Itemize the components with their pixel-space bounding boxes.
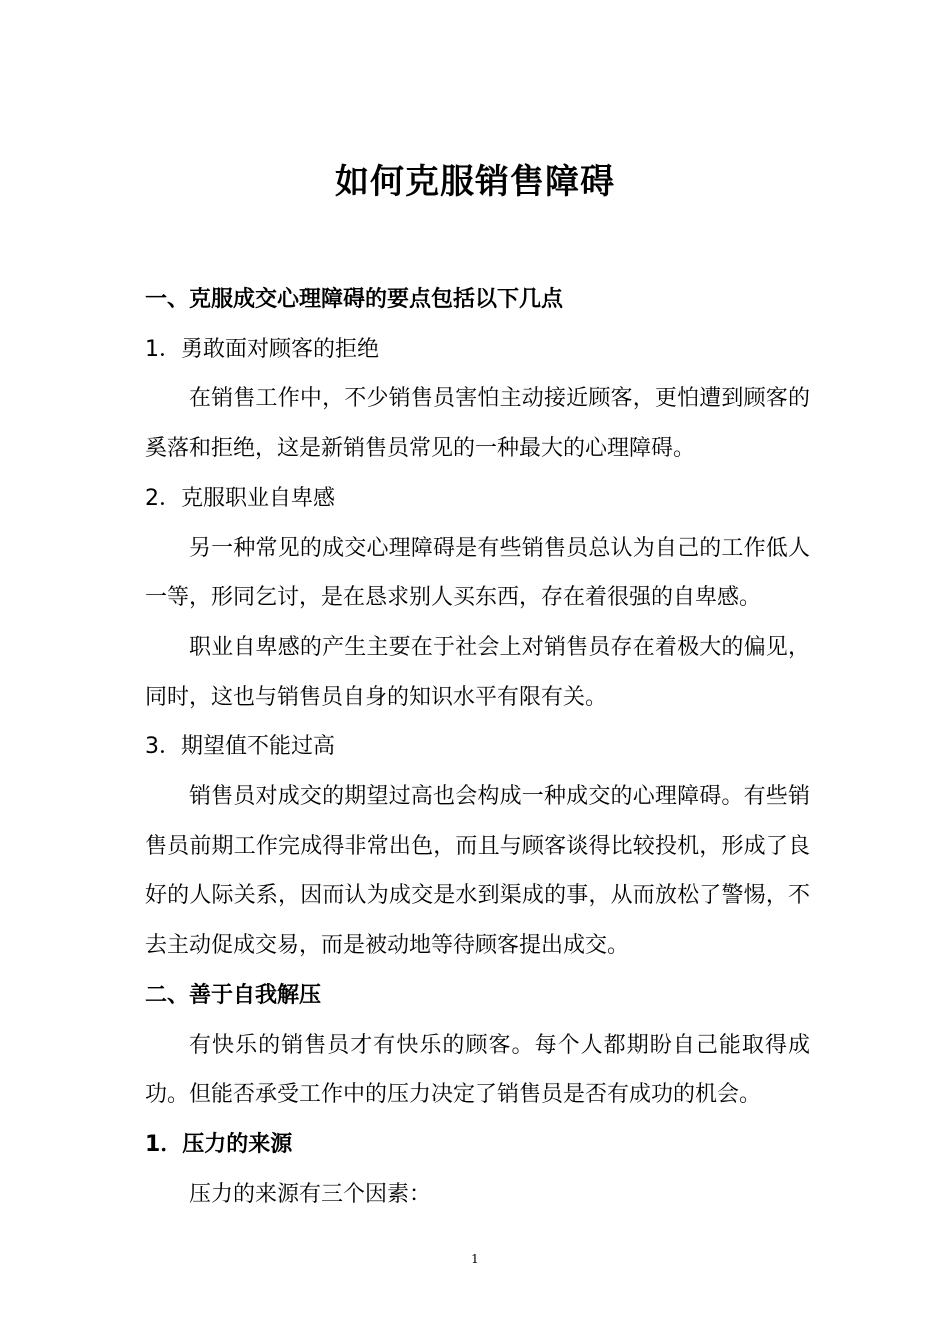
subheading-1-1: 1．勇敢面对顾客的拒绝 <box>145 336 379 362</box>
paragraph-1-2b: 职业自卑感的产生主要在于社会上对销售员存在着极大的偏见，同时，这也与销售员自身的知识水平有限有关。 <box>145 634 810 710</box>
paragraph-1-2a: 另一种常见的成交心理障碍是有些销售员总认为自己的工作低人一等，形同乞讨，是在恳求别人买东西，存在着很强的自卑感。 <box>145 535 810 611</box>
section-heading-1: 一、克服成交心理障碍的要点包括以下几点 <box>145 287 564 312</box>
paragraph-1-1: 在销售工作中，不少销售员害怕主动接近顾客，更怕遭到顾客的奚落和拒绝，这是新销售员常见的一种最大的心理障碍。 <box>145 386 810 462</box>
paragraph-2: 有快乐的销售员才有快乐的顾客。每个人都期盼自己能取得成功。但能否承受工作中的压力决定了销售员是否有成功的机会。 <box>145 1032 810 1108</box>
subheading-1-3: 3．期望值不能过高 <box>145 734 335 760</box>
paragraph-1-3: 销售员对成交的期望过高也会构成一种成交的心理障碍。有些销售员前期工作完成得非常出色，而且与顾客谈得比较投机，形成了良好的人际关系，因而认为成交是水到渠成的事，从而放松了警惕，不去主动促成交易，而是被动地等待顾客提出成交。 <box>145 784 810 959</box>
subheading-1-2: 2．克服职业自卑感 <box>145 485 335 511</box>
document-title: 如何克服销售障碍 <box>335 162 615 202</box>
paragraph-2-1: 压力的来源有三个因素： <box>189 1181 432 1207</box>
subheading-2-1: 1．压力的来源 <box>145 1131 293 1157</box>
section-heading-2: 二、善于自我解压 <box>145 982 322 1008</box>
page-number: 1 <box>471 1252 479 1266</box>
document-body <box>145 275 810 1219</box>
